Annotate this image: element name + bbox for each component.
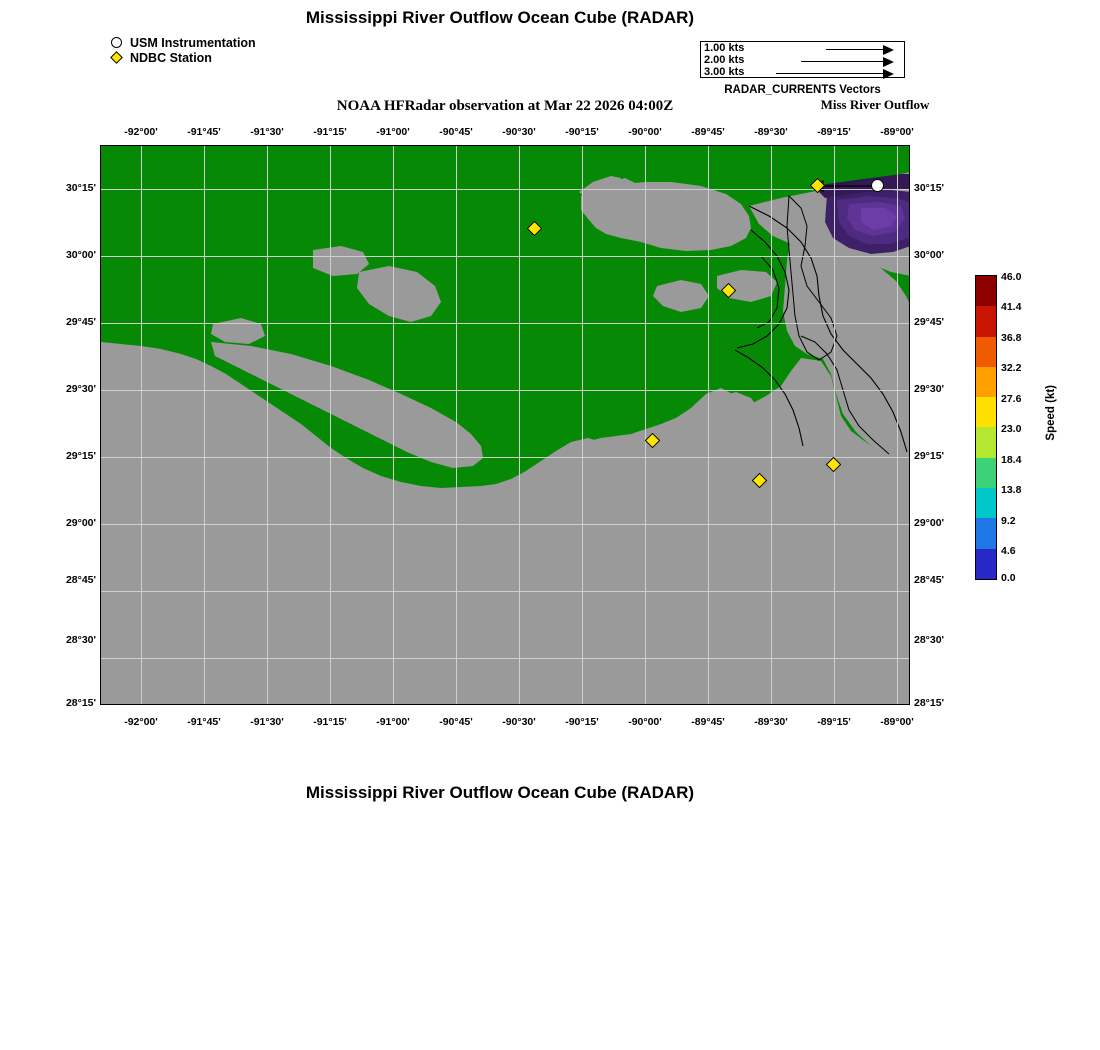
colorbar-segment bbox=[976, 518, 996, 548]
colorbar-tick: 9.2 bbox=[1001, 515, 1016, 527]
lon-tick-top: -89°15' bbox=[817, 126, 851, 138]
lon-tick-bottom: -89°00' bbox=[880, 716, 914, 728]
lon-tick-bottom: -90°15' bbox=[565, 716, 599, 728]
lon-tick-top: -92°00' bbox=[124, 126, 158, 138]
gridline-lon bbox=[204, 146, 205, 704]
ndbc-station-marker[interactable] bbox=[812, 180, 823, 191]
lon-tick-top: -91°15' bbox=[313, 126, 347, 138]
lon-tick-bottom: -91°15' bbox=[313, 716, 347, 728]
lon-tick-bottom: -92°00' bbox=[124, 716, 158, 728]
map-geometry bbox=[101, 146, 910, 705]
ndbc-station-marker[interactable] bbox=[754, 475, 765, 486]
gridline-lon bbox=[645, 146, 646, 704]
gridline-lat bbox=[101, 189, 909, 190]
gridline-lon bbox=[834, 146, 835, 704]
colorbar-segment bbox=[976, 397, 996, 427]
legend-item-ndbc bbox=[110, 51, 256, 66]
circle-marker-icon bbox=[110, 36, 130, 51]
lon-tick-bottom: -91°45' bbox=[187, 716, 221, 728]
lat-tick-left: 29°45' bbox=[65, 316, 96, 328]
lon-tick-top: -89°00' bbox=[880, 126, 914, 138]
lon-tick-top: -90°45' bbox=[439, 126, 473, 138]
legend-label-ndbc: NDBC Station bbox=[130, 51, 212, 65]
lat-tick-left: 30°00' bbox=[65, 249, 96, 261]
lon-tick-top: -91°30' bbox=[250, 126, 284, 138]
lat-tick-left: 28°45' bbox=[65, 574, 96, 586]
observation-subtitle: NOAA HFRadar observation at Mar 22 2026 04:00Z bbox=[336, 98, 674, 114]
vector-key-row-3 bbox=[701, 67, 906, 79]
lat-tick-left: 30°15' bbox=[65, 182, 96, 194]
colorbar-gradient bbox=[975, 275, 997, 580]
lon-tick-top: -91°00' bbox=[376, 126, 410, 138]
colorbar-title: Speed (kt) bbox=[1045, 385, 1057, 441]
legend-item-usm bbox=[110, 36, 256, 51]
gridline-lat bbox=[101, 256, 909, 257]
gridline-lon bbox=[771, 146, 772, 704]
colorbar-tick: 13.8 bbox=[1001, 484, 1022, 496]
colorbar-segment bbox=[976, 427, 996, 457]
gridline-lon bbox=[393, 146, 394, 704]
colorbar-tick: 18.4 bbox=[1001, 454, 1022, 466]
gridline-lon bbox=[141, 146, 142, 704]
gridline-lon bbox=[330, 146, 331, 704]
lat-tick-left: 28°30' bbox=[65, 634, 96, 646]
lon-tick-bottom: -90°00' bbox=[628, 716, 662, 728]
lon-tick-top: -91°45' bbox=[187, 126, 221, 138]
lon-tick-bottom: -89°30' bbox=[754, 716, 788, 728]
gridline-lat bbox=[101, 323, 909, 324]
vector-key-label-2: 2.00 kts bbox=[704, 54, 745, 66]
map-legend bbox=[110, 36, 256, 66]
gridline-lon bbox=[708, 146, 709, 704]
lon-tick-bottom: -89°45' bbox=[691, 716, 725, 728]
colorbar-tick: 36.8 bbox=[1001, 332, 1022, 344]
colorbar-tick: 0.0 bbox=[1001, 572, 1016, 584]
vector-key-label-1: 1.00 kts bbox=[704, 42, 745, 54]
colorbar-tick: 27.6 bbox=[1001, 393, 1022, 405]
lat-tick-right: 29°15' bbox=[914, 450, 945, 462]
lon-tick-bottom: -90°30' bbox=[502, 716, 536, 728]
colorbar-segment bbox=[976, 276, 996, 306]
gridline-lat bbox=[101, 457, 909, 458]
outflow-annotation: Miss River Outflow bbox=[820, 97, 930, 112]
lon-tick-top: -90°00' bbox=[628, 126, 662, 138]
colorbar-tick: 32.2 bbox=[1001, 362, 1022, 374]
lon-tick-bottom: -91°00' bbox=[376, 716, 410, 728]
bottom-title: Mississippi River Outflow Ocean Cube (RADAR) bbox=[305, 783, 695, 802]
lat-tick-right: 28°45' bbox=[914, 574, 945, 586]
gridline-lon bbox=[582, 146, 583, 704]
lat-tick-right: 29°45' bbox=[914, 316, 945, 328]
map-inner bbox=[101, 146, 909, 704]
gridline-lon bbox=[897, 146, 898, 704]
colorbar-segment bbox=[976, 458, 996, 488]
lat-tick-right: 29°30' bbox=[914, 383, 945, 395]
gridline-lat bbox=[101, 524, 909, 525]
gridline-lat bbox=[101, 390, 909, 391]
colorbar-segment bbox=[976, 549, 996, 579]
diamond-marker-icon bbox=[110, 51, 130, 66]
lat-tick-right: 30°00' bbox=[914, 249, 945, 261]
gridline-lat bbox=[101, 591, 909, 592]
gridline-lon bbox=[267, 146, 268, 704]
gridline-lon bbox=[519, 146, 520, 704]
lon-tick-bottom: -90°45' bbox=[439, 716, 473, 728]
lat-tick-left: 28°15' bbox=[65, 697, 96, 709]
lon-tick-top: -89°45' bbox=[691, 126, 725, 138]
gridline-lat bbox=[101, 658, 909, 659]
lat-tick-right: 28°30' bbox=[914, 634, 945, 646]
lat-tick-right: 29°00' bbox=[914, 517, 945, 529]
lon-tick-bottom: -91°30' bbox=[250, 716, 284, 728]
colorbar-segment bbox=[976, 367, 996, 397]
vector-key-caption: RADAR_CURRENTS Vectors bbox=[724, 84, 881, 96]
colorbar-tick: 41.4 bbox=[1001, 301, 1022, 313]
lon-tick-bottom: -89°15' bbox=[817, 716, 851, 728]
colorbar-tick: 4.6 bbox=[1001, 545, 1016, 557]
ndbc-station-marker[interactable] bbox=[723, 285, 734, 296]
vector-key-label-3: 3.00 kts bbox=[704, 66, 745, 78]
lon-tick-top: -89°30' bbox=[754, 126, 788, 138]
lat-tick-right: 30°15' bbox=[914, 182, 945, 194]
gridline-lon bbox=[456, 146, 457, 704]
page-title: Mississippi River Outflow Ocean Cube (RADAR) bbox=[305, 8, 695, 27]
ndbc-station-marker[interactable] bbox=[828, 459, 839, 470]
colorbar-segment bbox=[976, 488, 996, 518]
ndbc-station-marker[interactable] bbox=[529, 223, 540, 234]
colorbar-tick: 23.0 bbox=[1001, 423, 1022, 435]
colorbar-tick: 46.0 bbox=[1001, 271, 1022, 283]
lat-tick-left: 29°00' bbox=[65, 517, 96, 529]
lon-tick-top: -90°15' bbox=[565, 126, 599, 138]
legend-label-usm: USM Instrumentation bbox=[130, 36, 256, 50]
lat-tick-left: 29°30' bbox=[65, 383, 96, 395]
map-canvas[interactable] bbox=[100, 145, 910, 705]
lat-tick-left: 29°15' bbox=[65, 450, 96, 462]
vector-scale-key bbox=[700, 41, 905, 78]
lat-tick-right: 28°15' bbox=[914, 697, 945, 709]
colorbar-segment bbox=[976, 306, 996, 336]
usm-instrumentation-marker[interactable] bbox=[871, 179, 884, 192]
colorbar-segment bbox=[976, 337, 996, 367]
ndbc-station-marker[interactable] bbox=[647, 435, 658, 446]
lon-tick-top: -90°30' bbox=[502, 126, 536, 138]
